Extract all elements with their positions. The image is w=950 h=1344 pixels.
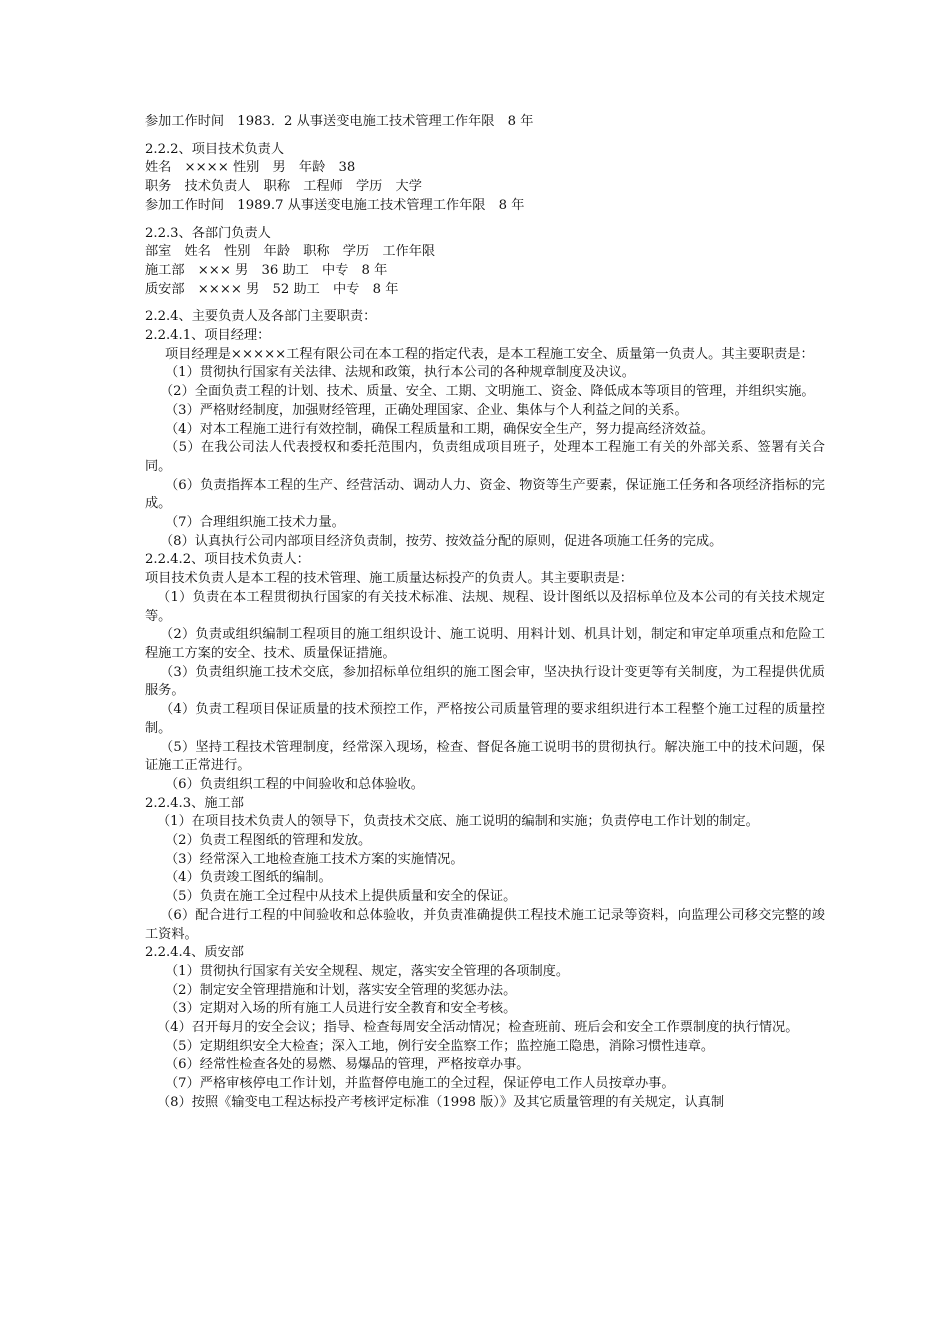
list-item: （6）负责组织工程的中间验收和总体验收。 [165,776,424,792]
list-item: （4）负责竣工图纸的编制。 [165,870,332,886]
text-line: 姓名 ×××× 性别 男 年龄 38 [145,160,356,176]
list-item: （3）经常深入工地检查施工技术方案的实施情况。 [165,851,464,867]
text-line: 职务 技术负责人 职称 工程师 学历 大学 [145,179,422,195]
list-item: （2）制定安全管理措施和计划，落实安全管理的奖惩办法。 [165,982,517,998]
paragraph: 项目技术负责人是本工程的技术管理、施工质量达标投产的负责人。其主要职责是： [145,571,633,587]
subsection-heading: 2.2.4.1、项目经理： [145,328,271,344]
list-item: （3）负责组织施工技术交底，参加招标单位组织的施工图会审，坚决执行设计变更等有关制度，为工程提供优质服务。 [145,664,825,699]
section-heading: 2.2.2、项目技术负责人 [145,141,285,157]
list-item: （4）召开每月的安全会议；指导、检查每周安全活动情况；检查班前、班后会和安全工作票制度的执行情况。 [157,1020,799,1036]
subsection-heading: 2.2.4.2、项目技术负责人： [145,552,310,568]
list-item: （5）负责在施工全过程中从技术上提供质量和安全的保证。 [165,889,517,905]
list-item: （8）按照《输变电工程达标投产考核评定标准（1998 版）》及其它质量管理的有关规定，认真制 [157,1094,725,1110]
list-item: （4）对本工程施工进行有效控制，确保工程质量和工期，确保安全生产，努力提高经济效益。 [165,421,715,437]
list-item: （2）负责或组织编制工程项目的施工组织设计、施工说明、用料计划、机具计划，制定和审定单项重点和危险工程施工方案的安全、技术、质量保证措施。 [145,627,825,661]
list-item: （8）认真执行公司内部项目经济负责制，按劳、按效益分配的原则，促进各项施工任务的完成。 [160,533,723,549]
list-item: （3）严格财经制度，加强财经管理，正确处理国家、企业、集体与个人利益之间的关系。 [165,402,688,418]
list-item: （2）全面负责工程的计划、技术、质量、安全、工期、文明施工、资金、降低成本等项目的管理，并组织实施。 [160,384,815,400]
list-item: （4）负责工程项目保证质量的技术预控工作，严格按公司质量管理的要求组织进行本工程整个施工过程的质量控制。 [145,702,825,736]
list-item: （1）负责在本工程贯彻执行国家的有关技术标准、法规、规程、设计图纸以及招标单位及本公司的有关技术规定等。 [145,589,825,624]
list-item: （5）在我公司法人代表授权和委托范围内，负责组成项目班子，处理本工程施工有关的外部关系、签署有关合同。 [145,440,825,474]
subsection-heading: 2.2.4.3、施工部 [145,795,244,811]
list-item: （1）贯彻执行国家有关安全规程、规定，落实安全管理的各项制度。 [165,963,570,979]
list-item: （7）严格审核停电工作计划，并监督停电施工的全过程，保证停电工作人员按章办事。 [165,1076,675,1092]
subsection-heading: 2.2.4.4、质安部 [145,945,244,961]
list-item: （5）定期组织安全大检查；深入工地，例行安全监察工作；监控施工隐患，消除习惯性违章。 [165,1038,715,1054]
table-row-line: 施工部 ××× 男 36 助工 中专 8 年 [145,262,388,278]
list-item: （1）在项目技术负责人的领导下，负责技术交底、施工说明的编制和实施；负责停电工作计划的制定。 [157,814,759,830]
text-line: 参加工作时间 1989.7 从事送变电施工技术管理工作年限 8 年 [145,197,525,213]
paragraph: 项目经理是×××××工程有限公司在本工程的指定代表，是本工程施工安全、质量第一负责人。其主要职责是： [165,346,814,362]
document-page [145,113,825,1113]
section-heading: 2.2.3、各部门负责人 [145,225,271,241]
section-heading: 2.2.4、主要负责人及各部门主要职责： [145,309,377,325]
list-item: （5）坚持工程技术管理制度，经常深入现场，检查、督促各施工说明书的贯彻执行。解决施工中的技术问题，保证施工正常进行。 [145,739,825,774]
text-line: 参加工作时间 1983．2 从事送变电施工技术管理工作年限 8 年 [145,114,534,129]
list-item: （7）合理组织施工技术力量。 [165,515,345,531]
list-item: （2）负责工程图纸的管理和发放。 [165,833,372,849]
list-item: （3）定期对入场的所有施工人员进行安全教育和安全考核。 [165,1001,517,1017]
list-item: （1）贯彻执行国家有关法律、法规和政策，执行本公司的各种规章制度及决议。 [165,365,635,381]
table-header-line: 部室 姓名 性别 年龄 职称 学历 工作年限 [145,244,436,260]
list-item: （6）配合进行工程的中间验收和总体验收，并负责准确提供工程技术施工记录等资料，向监理公司移交完整的竣工资料。 [145,907,825,942]
list-item: （6）经常性检查各处的易燃、易爆品的管理，严格按章办事。 [165,1057,530,1073]
list-item: （6）负责指挥本工程的生产、经营活动、调动人力、资金、物资等生产要素，保证施工任务和各项经济指标的完成。 [145,477,825,512]
table-row-line: 质安部 ×××× 男 52 助工 中专 8 年 [145,281,399,297]
